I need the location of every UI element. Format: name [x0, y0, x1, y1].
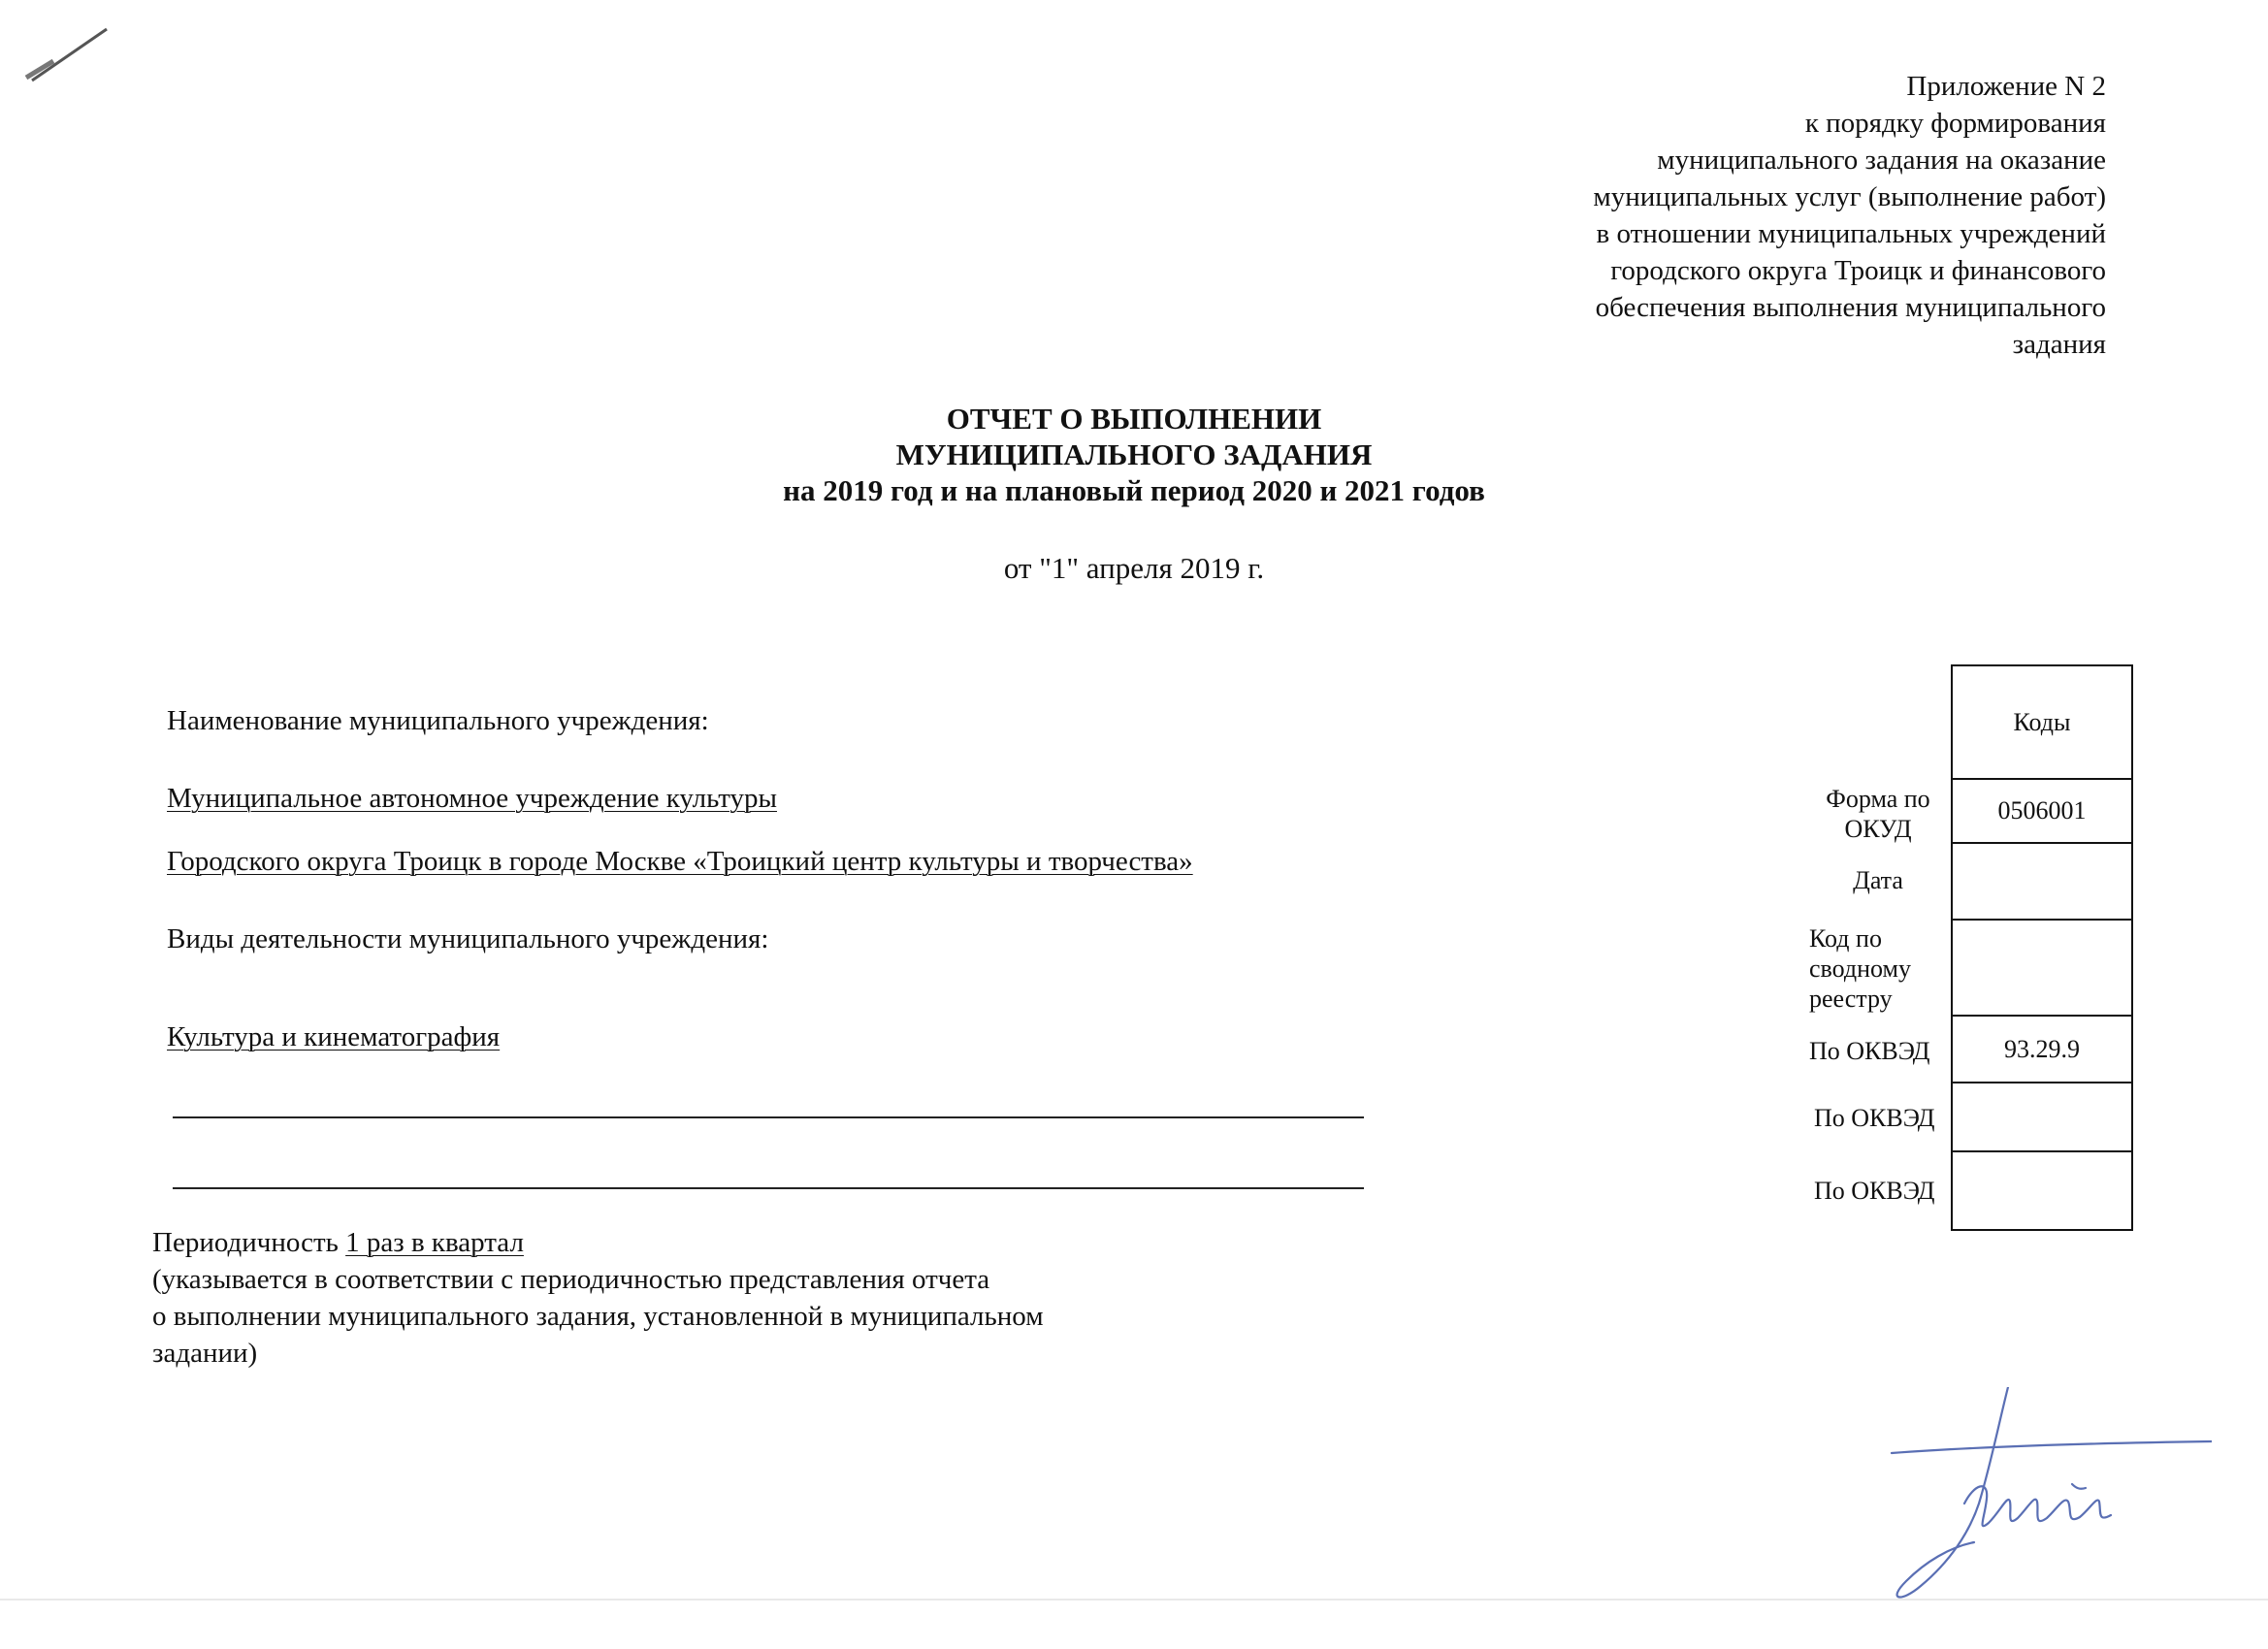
annex-line: обеспечения выполнения муниципального	[1595, 292, 2106, 323]
code-value-okved-2	[1953, 1083, 2131, 1152]
periodicity-note-2: о выполнении муниципального задания, установленной в муниципальном	[152, 1301, 1044, 1332]
activity-label: Виды деятельности муниципального учреждения:	[167, 923, 769, 954]
corner-mark	[24, 24, 112, 82]
annex-header	[1369, 68, 2106, 363]
code-label-okved-2: По ОКВЭД	[1814, 1104, 1935, 1132]
code-label-date: Дата	[1853, 866, 1903, 894]
annex-line: задания	[2012, 329, 2106, 360]
institution-label: Наименование муниципального учреждения:	[167, 705, 709, 736]
periodicity-note-3: задании)	[152, 1338, 258, 1369]
institution-name-line-1: Муниципальное автономное учреждение культуры	[167, 783, 777, 814]
annex-line: муниципальных услуг (выполнение работ)	[1593, 181, 2106, 212]
code-label-okved-1: По ОКВЭД	[1809, 1037, 1930, 1065]
blank-line-1	[173, 1116, 1364, 1118]
code-label-okved-3: По ОКВЭД	[1814, 1177, 1935, 1205]
blank-line-2	[173, 1187, 1364, 1189]
annex-line: в отношении муниципальных учреждений	[1596, 218, 2106, 249]
annex-line: к порядку формирования	[1804, 108, 2106, 139]
signature	[1882, 1387, 2212, 1610]
code-value-date	[1953, 844, 2131, 921]
codes-table	[1951, 664, 2133, 1231]
annex-line: городского округа Троицк и финансового	[1610, 255, 2106, 286]
code-label-okud: Форма по ОКУД	[1826, 785, 1930, 843]
codes-header: Коды	[1953, 666, 2131, 780]
code-value-registry	[1953, 921, 2131, 1017]
report-title	[0, 401, 2268, 508]
page-edge	[0, 1599, 2268, 1600]
annex-line: Приложение N 2	[1906, 71, 2106, 102]
report-date: от "1" апреля 2019 г.	[1003, 551, 1265, 585]
annex-line: муниципального задания на оказание	[1657, 145, 2106, 176]
periodicity-note-1: (указывается в соответствии с периодичностью представления отчета	[152, 1264, 990, 1295]
institution-name-line-2: Городского округа Троицк в городе Москве «Троицкий центр культуры и творчества»	[167, 846, 1193, 877]
code-value-okved-1: 93.29.9	[1953, 1017, 2131, 1083]
title-line-1: ОТЧЕТ О ВЫПОЛНЕНИИ	[946, 402, 1322, 436]
periodicity-block	[152, 1224, 1044, 1372]
periodicity-value: 1 раз в квартал	[345, 1227, 524, 1258]
activity-value: Культура и кинематография	[167, 1021, 501, 1052]
code-value-okved-3	[1953, 1152, 2131, 1229]
periodicity-prefix: Периодичность	[152, 1227, 339, 1258]
code-label-registry: Код по сводному реестру	[1809, 924, 1911, 1013]
title-line-2: МУНИЦИПАЛЬНОГО ЗАДАНИЯ	[895, 437, 1373, 471]
title-line-3: на 2019 год и на плановый период 2020 и 2021 годов	[783, 473, 1485, 507]
code-value-okud: 0506001	[1953, 780, 2131, 844]
